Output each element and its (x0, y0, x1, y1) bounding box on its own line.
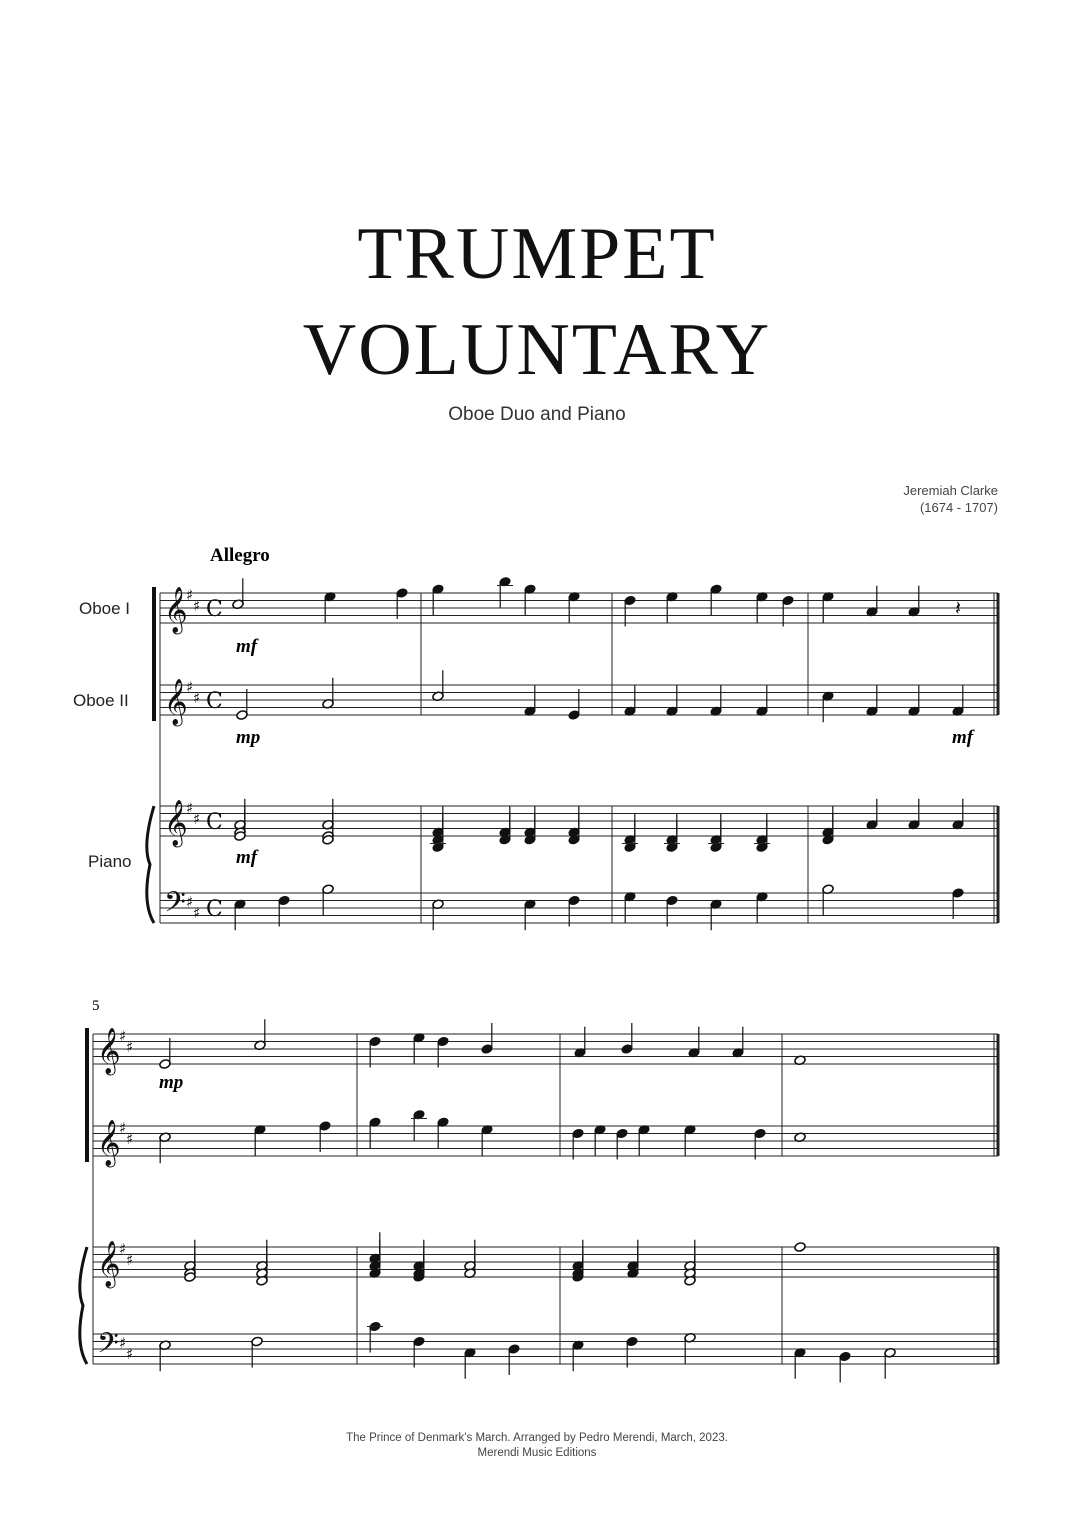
common-time-icon: C (206, 810, 223, 835)
tempo-marking: Allegro (210, 545, 270, 566)
dynamic-piano-m1: mf (236, 847, 258, 868)
treble-clef-icon: 𝄞 (164, 679, 188, 725)
quarter-rest-icon: 𝄽 (955, 596, 962, 620)
title-line-1: TRUMPET (357, 213, 717, 295)
sharp-icon: ♯ (193, 689, 201, 707)
sharp-icon: ♯ (119, 1119, 127, 1137)
footer (0, 1431, 1074, 1461)
sharp-icon: ♯ (119, 1027, 127, 1045)
piano-brace (147, 806, 154, 923)
sharp-icon: ♯ (119, 1240, 127, 1258)
sharp-icon: ♯ (126, 1130, 134, 1148)
bass-clef-icon: 𝄢 (164, 886, 186, 926)
sharp-icon: ♯ (186, 678, 194, 696)
instrument-label-oboe-1: Oboe I (79, 599, 131, 618)
dynamic-oboe2-m1: mp (236, 727, 261, 748)
piano-brace (80, 1247, 87, 1364)
common-time-icon: C (206, 689, 223, 714)
sharp-icon: ♯ (126, 1038, 134, 1056)
sharp-icon: ♯ (193, 904, 201, 922)
dynamic-oboe1-m5: mp (159, 1072, 184, 1093)
sharp-icon: ♯ (186, 893, 194, 911)
instrument-label-piano: Piano (88, 852, 132, 871)
footer-publisher: Merendi Music Editions (477, 1447, 597, 1459)
sharp-icon: ♯ (119, 1334, 127, 1352)
composer-name: Jeremiah Clarke (903, 483, 998, 498)
instrument-label-oboe-2: Oboe II (73, 691, 129, 710)
treble-clef-icon: 𝄞 (164, 587, 188, 633)
title-line-2: VOLUNTARY (302, 309, 772, 391)
sharp-icon: ♯ (126, 1251, 134, 1269)
treble-clef-icon: 𝄞 (97, 1241, 121, 1287)
treble-clef-icon: 𝄞 (164, 800, 188, 846)
subtitle: Oboe Duo and Piano (448, 404, 626, 425)
composer-dates: (1674 - 1707) (919, 500, 998, 515)
dynamic-oboe2-m4: mf (952, 727, 974, 748)
bass-clef-icon: 𝄢 (97, 1327, 119, 1367)
common-time-icon: C (206, 597, 223, 622)
common-time-icon: C (206, 897, 223, 922)
sharp-icon: ♯ (186, 586, 194, 604)
sharp-icon: ♯ (186, 799, 194, 817)
sharp-icon: ♯ (193, 810, 201, 828)
sharp-icon: ♯ (126, 1345, 134, 1363)
dynamic-oboe1-m1: mf (236, 636, 258, 657)
footer-credit: The Prince of Denmark's March. Arranged by Pedro Merendi, March, 2023. (346, 1432, 728, 1444)
sharp-icon: ♯ (193, 597, 201, 615)
notehead (794, 1242, 806, 1253)
measure-number: 5 (92, 998, 100, 1014)
treble-clef-icon: 𝄞 (97, 1120, 121, 1166)
treble-clef-icon: 𝄞 (97, 1028, 121, 1074)
